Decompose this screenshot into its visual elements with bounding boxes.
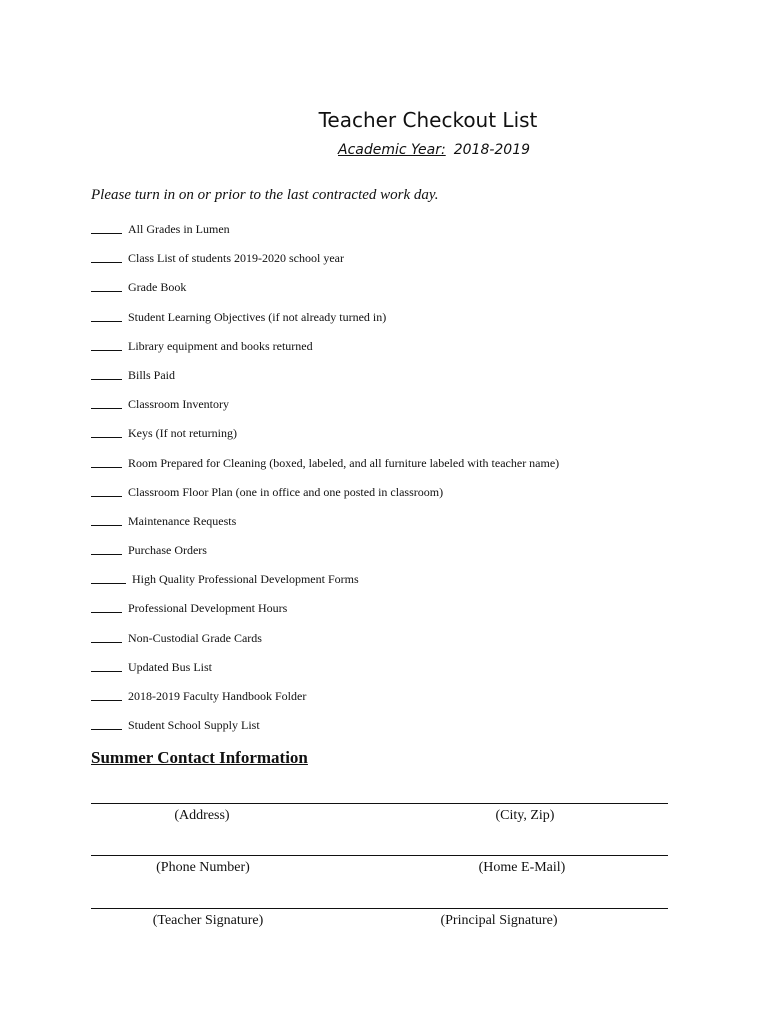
checklist-item-label: 2018-2019 Faculty Handbook Folder: [128, 689, 307, 703]
city-zip-label: (City, Zip): [495, 808, 555, 823]
check-blank[interactable]: [91, 394, 122, 409]
checklist-item-label: Bills Paid: [128, 367, 176, 382]
phone-email-line[interactable]: [91, 855, 668, 856]
check-blank[interactable]: [91, 715, 122, 730]
checklist-item-label: Student Learning Objectives (if not already turned in): [128, 309, 387, 324]
summer-contact-heading: Summer Contact Information: [91, 748, 308, 767]
page-title: Teacher Checkout List: [318, 108, 538, 132]
checklist-item: [91, 307, 559, 336]
check-blank[interactable]: [91, 657, 122, 672]
check-blank[interactable]: [91, 540, 122, 555]
checklist-item-label: Maintenance Requests: [128, 513, 237, 528]
checklist-item-label: Keys (If not returning): [128, 426, 237, 441]
check-blank[interactable]: [91, 219, 122, 234]
check-blank[interactable]: [91, 336, 122, 351]
checklist-item: [91, 365, 559, 394]
checklist-item: [91, 540, 559, 569]
checklist-item-label: Classroom Inventory: [128, 397, 229, 412]
checklist-item-label: Student School Supply List: [128, 718, 260, 733]
academic-year-label: Academic Year:: [338, 142, 446, 158]
address-line[interactable]: [91, 803, 668, 804]
check-blank[interactable]: [91, 248, 122, 263]
instructions-text: Please turn in on or prior to the last contracted work day.: [91, 187, 439, 203]
checklist-item: [91, 511, 559, 540]
checklist-item: [91, 569, 559, 598]
principal-signature-label: (Principal Signature): [440, 913, 558, 928]
check-blank[interactable]: [91, 511, 122, 526]
checklist-item: [91, 423, 559, 452]
checklist-item-label: Classroom Floor Plan (one in office and one posted in classroom): [128, 484, 444, 499]
home-email-label: (Home E-Mail): [478, 860, 566, 875]
checklist-item: [91, 657, 559, 686]
check-blank[interactable]: [91, 423, 122, 438]
check-blank[interactable]: [91, 598, 122, 613]
checklist-item: [91, 598, 559, 627]
check-blank[interactable]: [91, 307, 122, 322]
signature-line[interactable]: [91, 908, 668, 909]
checklist-item-label: All Grades in Lumen: [128, 222, 230, 236]
checklist-item-label: Grade Book: [128, 280, 187, 295]
checklist: [91, 219, 559, 744]
checklist-item: [91, 219, 559, 248]
checklist-item-label: Non-Custodial Grade Cards: [128, 630, 262, 645]
checklist-item: [91, 277, 559, 306]
checklist-item: [91, 482, 559, 511]
checklist-item: [91, 248, 559, 277]
checklist-item: [91, 394, 559, 423]
checklist-item-label: Class List of students 2019-2020 school year: [128, 251, 344, 266]
checklist-item-label: High Quality Professional Development Forms: [132, 572, 359, 587]
phone-number-label: (Phone Number): [156, 860, 250, 875]
checklist-item-label: Purchase Orders: [128, 543, 207, 558]
teacher-signature-label: (Teacher Signature): [152, 913, 264, 928]
academic-year-value: 2018-2019: [453, 142, 531, 158]
checklist-item: [91, 686, 559, 715]
check-blank[interactable]: [91, 453, 122, 468]
checklist-item-label: Room Prepared for Cleaning (boxed, labeled, and all furniture labeled with teacher name): [128, 455, 560, 470]
check-blank[interactable]: [91, 628, 122, 643]
checklist-item-label: Professional Development Hours: [128, 601, 288, 616]
checklist-item: [91, 453, 559, 482]
check-blank[interactable]: [91, 569, 126, 584]
academic-year: [338, 140, 530, 160]
check-blank[interactable]: [91, 686, 122, 701]
checklist-item: [91, 628, 559, 657]
address-label: (Address): [174, 808, 230, 823]
check-blank[interactable]: [91, 365, 122, 380]
checklist-item: [91, 336, 559, 365]
checklist-item-label: Library equipment and books returned: [128, 338, 313, 353]
checklist-item-label: Updated Bus List: [128, 659, 212, 674]
check-blank[interactable]: [91, 482, 122, 497]
checklist-item: [91, 715, 559, 744]
check-blank[interactable]: [91, 277, 122, 292]
